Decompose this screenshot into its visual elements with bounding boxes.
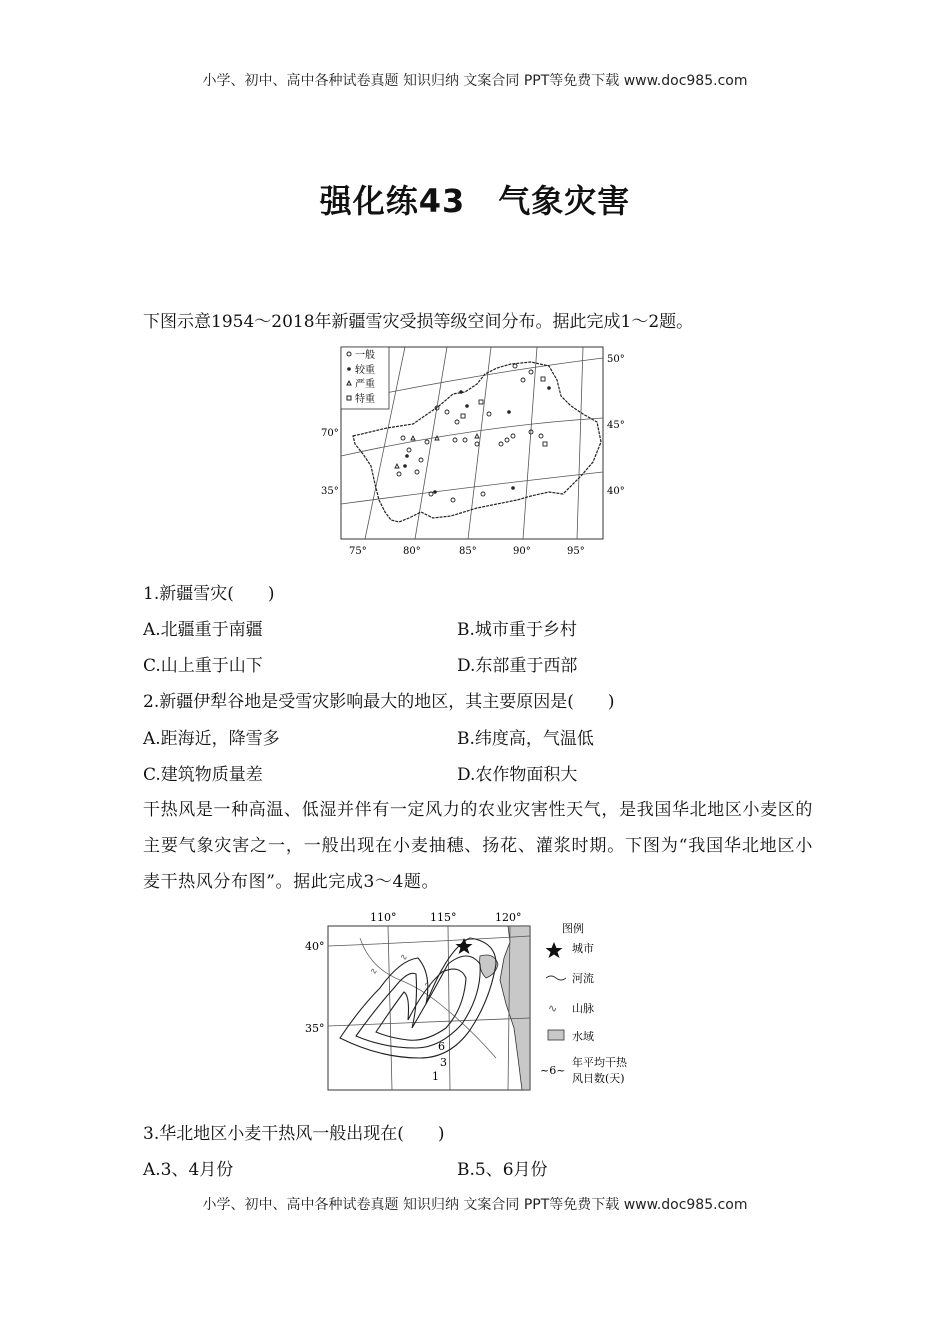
legend-general: 一般 xyxy=(355,350,375,361)
lon-label-90: 90° xyxy=(513,546,531,557)
lon-label-85: 85° xyxy=(459,546,477,557)
q1-stem: 1.新疆雪灾( ) xyxy=(143,584,275,604)
north-china-dry-hot-wind-map xyxy=(300,908,650,1094)
q3-option-b: B.5、6月份 xyxy=(457,1160,548,1180)
contour-label-1: 1 xyxy=(432,1070,439,1083)
lon-label-75: 75° xyxy=(349,546,367,557)
svg-text:∿: ∿ xyxy=(548,1002,558,1015)
q1-option-b: B.城市重于乡村 xyxy=(457,620,577,640)
page-title: 强化练43 气象灾害 xyxy=(319,182,631,220)
q1-option-d: D.东部重于西部 xyxy=(457,656,578,676)
legend-contour-symbol: ~6~ xyxy=(540,1064,566,1077)
page-footer: 小学、初中、高中各种试卷真题 知识归纳 文案合同 PPT等免费下载 www.doc985.com xyxy=(202,1197,748,1213)
legend-mountain: 山脉 xyxy=(572,1002,594,1015)
xinjiang-snow-disaster-map xyxy=(321,344,635,562)
lat-label-50: 50° xyxy=(607,354,625,365)
q1-option-a: A.北疆重于南疆 xyxy=(143,620,263,640)
q2-stem: 2.新疆伊犁谷地是受雪灾影响最大的地区，其主要原因是( ) xyxy=(143,692,615,712)
legend-title: 图例 xyxy=(562,922,584,935)
lat-label-40: 40° xyxy=(607,486,625,497)
legend-river: 河流 xyxy=(572,972,594,985)
legend-contour-line2: 风日数(天) xyxy=(572,1072,625,1085)
page-header: 小学、初中、高中各种试卷真题 知识归纳 文案合同 PPT等免费下载 www.doc985.com xyxy=(202,73,748,89)
svg-text:∿: ∿ xyxy=(400,953,408,963)
lon-label-115: 115° xyxy=(430,911,457,924)
intro-paragraph-1: 下图示意1954～2018年新疆雪灾受损等级空间分布。据此完成1～2题。 xyxy=(143,312,694,332)
q2-option-c: C.建筑物质量差 xyxy=(143,765,263,785)
q3-option-a: A.3、4月份 xyxy=(143,1160,234,1180)
svg-text:∿: ∿ xyxy=(370,967,378,977)
lat-label-35: 35° xyxy=(321,486,339,497)
intro-paragraph-2: 干热风是一种高温、低湿并伴有一定风力的农业灾害性天气，是我国华北地区小麦区的主要气象灾害之一，一般出现在小麦抽穗、扬花、灌浆时期。下图为“我国华北地区小麦干热风分布图”。据此完成3～4题。 xyxy=(143,800,813,892)
q2-option-a: A.距海近，降雪多 xyxy=(143,729,280,749)
legend-contour-line1: 年平均干热 xyxy=(572,1056,627,1069)
contour-label-6: 6 xyxy=(438,1040,445,1053)
legend-city: 城市 xyxy=(572,942,594,955)
lon-label-95: 95° xyxy=(567,546,585,557)
legend-severe: 严重 xyxy=(355,379,375,390)
lon-label-120: 120° xyxy=(495,911,522,924)
svg-text:∿: ∿ xyxy=(424,981,432,991)
legend-heavier: 较重 xyxy=(355,365,375,376)
lon-label-110: 110° xyxy=(370,911,397,924)
legend-water: 水域 xyxy=(572,1030,594,1043)
lat-label-35: 35° xyxy=(305,1022,325,1035)
q3-stem: 3.华北地区小麦干热风一般出现在( ) xyxy=(143,1124,445,1144)
q2-option-b: B.纬度高，气温低 xyxy=(457,729,594,749)
q1-option-c: C.山上重于山下 xyxy=(143,656,263,676)
lat-label-45: 45° xyxy=(607,420,625,431)
lon-label-80: 80° xyxy=(403,546,421,557)
lat-label-40: 40° xyxy=(305,940,325,953)
contour-label-3: 3 xyxy=(440,1056,447,1069)
lat-label-70: 70° xyxy=(321,428,339,439)
legend-extreme: 特重 xyxy=(355,394,375,405)
q2-option-d: D.农作物面积大 xyxy=(457,765,578,785)
